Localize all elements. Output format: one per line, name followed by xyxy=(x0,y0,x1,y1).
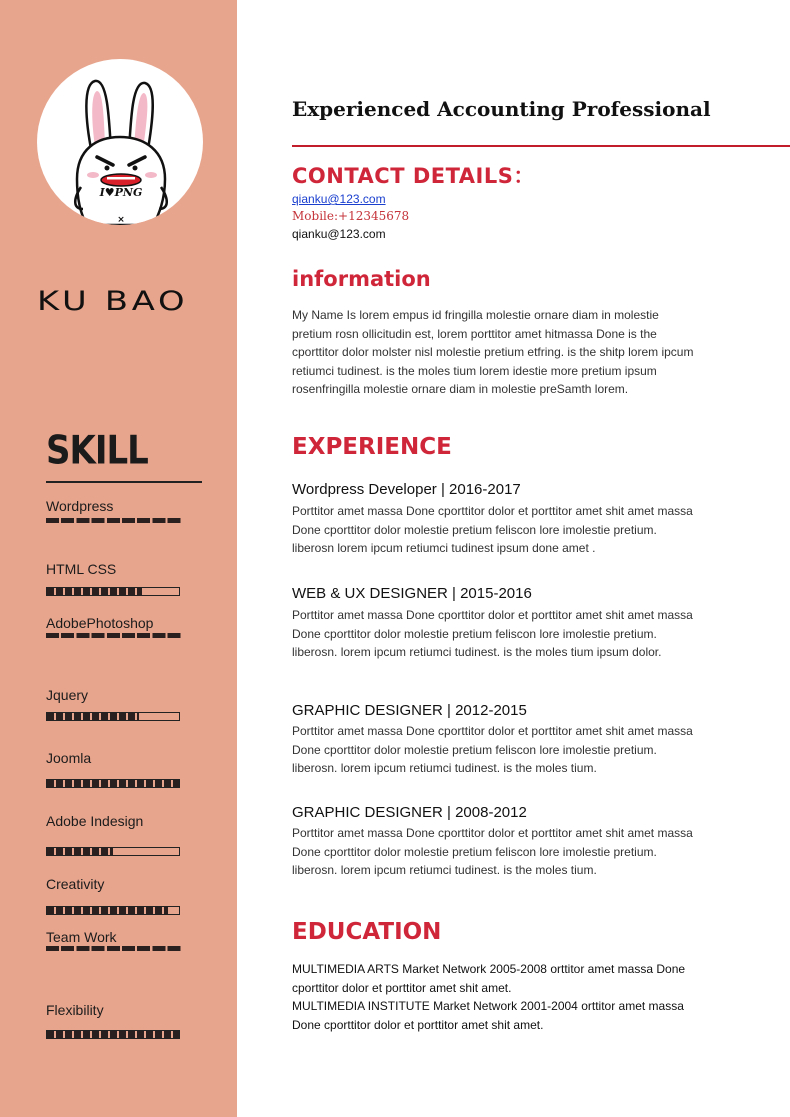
skill-level-bar xyxy=(46,847,180,856)
job-description: Porttitor amet massa Done cporttitor dolor et porttitor amet shit amet massa Done cporttitor dolor molestie pretium feliscon lore imolestie pretium. liberosn. lorem ipcum retiumci tudinest. is the moles tium. xyxy=(292,724,693,776)
skill-level-fill xyxy=(47,1031,179,1038)
skill-label: Jquery xyxy=(46,687,89,703)
skill-level-bar xyxy=(46,518,182,523)
skill-label: Adobe Indesign xyxy=(46,813,144,829)
contact-heading: CONTACT DETAILS： xyxy=(292,164,535,188)
job-title: GRAPHIC DESIGNER | 2012-2015 xyxy=(292,702,527,719)
page-title: Experienced Accounting Professional xyxy=(292,97,711,121)
skill-label: Team Work xyxy=(46,929,117,945)
skill-heading: SKILL xyxy=(46,428,148,474)
avatar-badge-text: I♥PNG xyxy=(99,186,143,199)
skill-level-bar xyxy=(46,633,182,638)
skill-label: Joomla xyxy=(46,750,92,766)
skill-label: AdobePhotoshop xyxy=(46,615,154,631)
svg-text:×: × xyxy=(117,215,125,225)
skill-label: Creativity xyxy=(46,876,105,892)
education-entry: MULTIMEDIA ARTS Market Network 2005-2008 orttitor amet massa Done cporttitor dolor et porttitor amet shit amet. xyxy=(292,962,686,995)
candidate-name: KU BAO xyxy=(37,286,189,317)
skill-label: Wordpress xyxy=(46,498,114,514)
experience-heading: EXPERIENCE xyxy=(292,434,452,460)
title-divider xyxy=(292,145,790,147)
skill-level-bar xyxy=(46,779,180,788)
information-text: My Name Is lorem empus id fringilla molestie ornare diam in molestie pretium rosn ollicitudin est, lorem porttitor amet hitmassa Done is the cporttitor dolor molster nisl molestie pretium etfring. is the shitp lorem ipcum retiumci tudinest. is the moles tium lorem idestie more pretium ipsum rosenfringilla molestie ornare diam in molestie preSamth lorem. xyxy=(292,308,694,397)
skill-label: Flexibility xyxy=(46,1002,104,1018)
information-heading: information xyxy=(292,267,431,291)
email-plain: qianku@123.com xyxy=(292,227,386,241)
job-description: Porttitor amet massa Done cporttitor dolor et porttitor amet shit amet massa Done cporttitor dolor molestie pretium feliscon lore imolestie pretium. liberosn. lorem ipcum retiumci tudinest. is the moles tium. xyxy=(292,826,693,878)
skill-level-fill xyxy=(47,588,142,595)
job-title: GRAPHIC DESIGNER | 2008-2012 xyxy=(292,804,527,821)
job-description: Porttitor amet massa Done cporttitor dolor et porttitor amet shit amet massa Done cporttitor dolor molestie pretium feliscon lore imolestie pretium. liberosn. lorem ipcum retiumci tudinest. is the moles tium ipsum dolor. xyxy=(292,608,693,660)
bunny-mascot-icon xyxy=(37,59,203,225)
skill-level-bar xyxy=(46,906,180,915)
skill-level-fill xyxy=(47,780,179,787)
skill-level-fill xyxy=(47,848,113,855)
job-description: Porttitor amet massa Done cporttitor dolor et porttitor amet shit amet massa Done cporttitor dolor molestie pretium feliscon lore imolestie pretium. liberosn lorem ipcum retiumci tudinest ipsum done amet . xyxy=(292,504,693,556)
job-title: Wordpress Developer | 2016-2017 xyxy=(292,481,521,498)
skill-level-fill xyxy=(47,713,139,720)
avatar xyxy=(37,59,203,225)
sidebar xyxy=(0,0,237,1117)
skill-level-bar xyxy=(46,712,180,721)
skill-level-bar xyxy=(46,946,182,951)
education-entry: MULTIMEDIA INSTITUTE Market Network 2001-2004 orttitor amet massa Done cporttitor dolor et porttitor amet shit amet. xyxy=(292,999,684,1032)
skill-label: HTML CSS xyxy=(46,561,117,577)
job-title: WEB & UX DESIGNER | 2015-2016 xyxy=(292,585,532,602)
skill-level-fill xyxy=(47,907,168,914)
skill-level-bar xyxy=(46,1030,180,1039)
email-link[interactable]: qianku@123.com xyxy=(292,192,386,206)
education-heading: EDUCATION xyxy=(292,919,442,945)
skill-level-bar xyxy=(46,587,180,596)
mobile-number: Mobile:+12345678 xyxy=(292,209,410,223)
skill-divider xyxy=(46,481,202,483)
